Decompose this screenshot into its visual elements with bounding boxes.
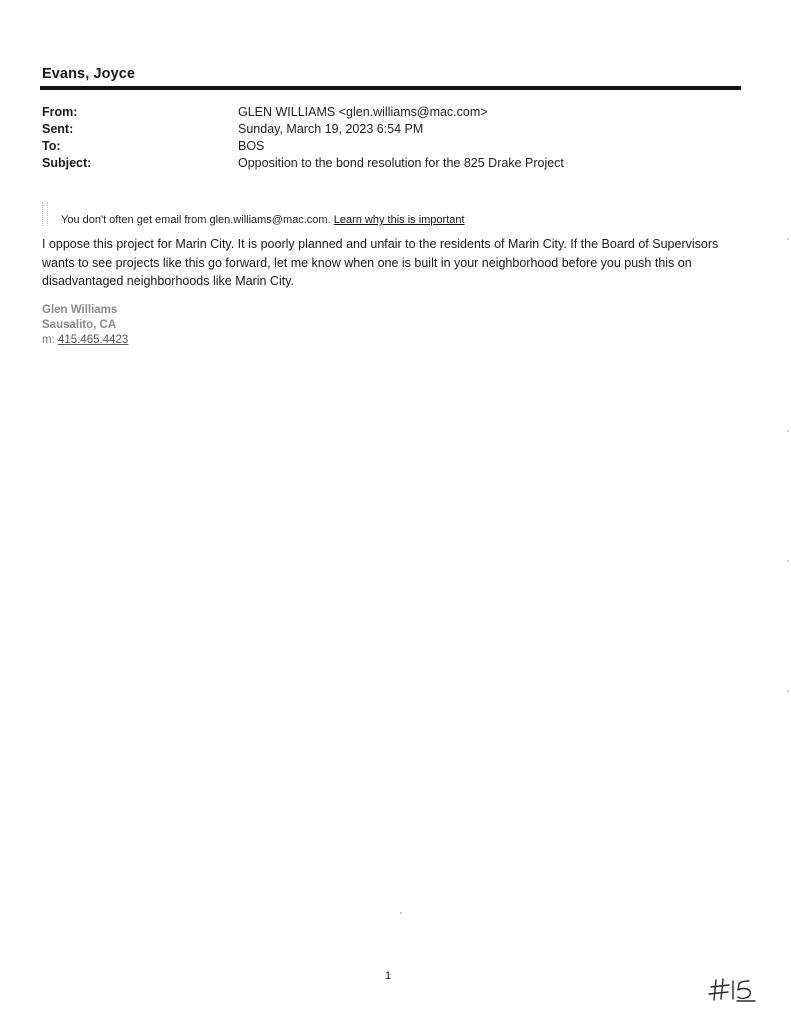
header-divider (40, 86, 741, 90)
notice-bar (42, 202, 48, 226)
signature-name: Glen Williams (42, 304, 118, 316)
scan-speck (787, 430, 789, 432)
learn-why-link[interactable]: Learn why this is important (333, 214, 465, 226)
phone-prefix: m: (42, 334, 55, 346)
signature-phone-line (42, 333, 128, 348)
to-label: To: (42, 139, 61, 153)
external-sender-notice (42, 206, 542, 238)
email-body: I oppose this project for Marin City. It is poorly planned and unfair to the residents of Marin City. If the Board of Supervisors wants to see projects like this go forward, let me know when one is built in your neighborhood before you push this on disadvantaged neighborhoods like Marin City. (42, 237, 719, 288)
sent-label: Sent: (42, 122, 74, 136)
header-row-from (42, 104, 732, 121)
handwritten-mark (703, 975, 763, 1005)
notice-message: You don't often get email from glen.williams@mac.com. (61, 214, 331, 226)
to-value: BOS (238, 139, 265, 153)
header-row-sent (42, 121, 732, 138)
header-row-to (42, 138, 732, 155)
from-value: GLEN WILLIAMS <glen.williams@mac.com> (238, 105, 488, 119)
page-number: 1 (385, 970, 392, 982)
scan-speck (787, 560, 789, 562)
notice-text-line (61, 214, 465, 226)
scan-speck (787, 238, 789, 240)
from-label: From: (42, 105, 78, 119)
email-headers (42, 104, 732, 172)
mailbox-owner-name: Evans, Joyce (42, 66, 136, 82)
email-signature (42, 303, 128, 348)
scan-speck (400, 912, 402, 914)
subject-value: Opposition to the bond resolution for the 825 Drake Project (238, 156, 564, 170)
subject-label: Subject: (42, 156, 92, 170)
sent-value: Sunday, March 19, 2023 6:54 PM (238, 122, 424, 136)
phone-link[interactable]: 415.465.4423 (57, 334, 129, 346)
scan-speck (787, 690, 789, 692)
signature-location: Sausalito, CA (42, 319, 117, 331)
header-row-subject (42, 155, 732, 172)
